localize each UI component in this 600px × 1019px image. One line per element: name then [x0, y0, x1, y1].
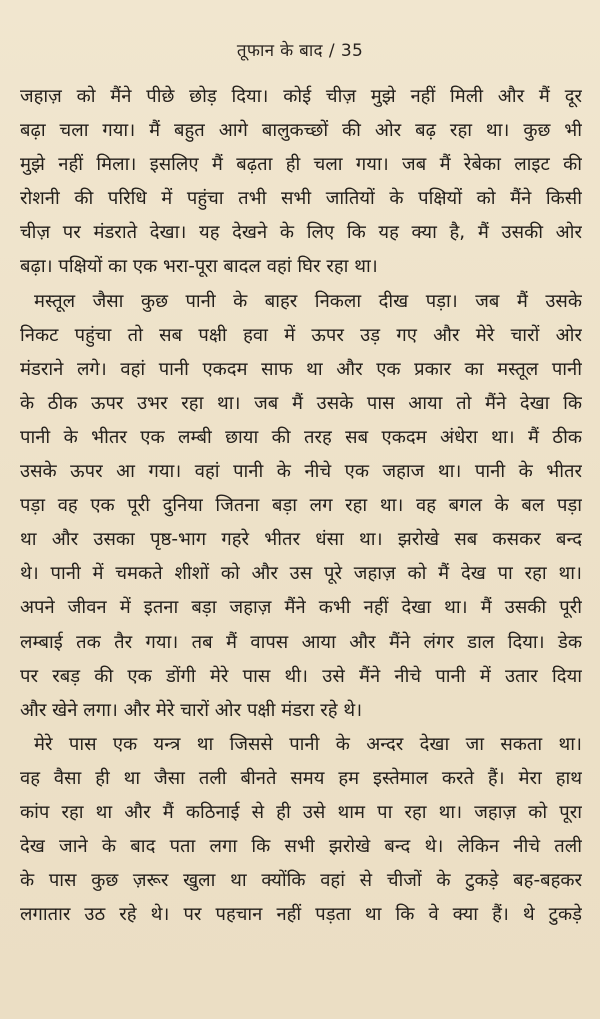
text-line: मंडराने लगे। वहां पानी एकदम साफ था और एक प्रकार का मस्तूल पानी: [20, 358, 582, 380]
text-line: कांप रहा था और मैं कठिनाई से ही उसे थाम पा रहा था। जहाज़ को पूरा: [20, 801, 582, 823]
text-line: था और उसका पृष्ठ-भाग गहरे भीतर धंसा था। झरोखे सब कसकर बन्द: [20, 529, 582, 551]
page-body: [20, 80, 582, 932]
text-line: निकट पहुंचा तो सब पक्षी हवा में ऊपर उड़ गए और मेरे चारों ओर: [20, 324, 582, 346]
text-line: लगातार उठ रहे थे। पर पहचान नहीं पड़ता था कि वे क्या हैं। थे टुकड़े: [20, 904, 582, 926]
text-line: वह वैसा ही था जैसा तली बीनते समय हम इस्तेमाल करते हैं। मेरा हाथ: [20, 767, 582, 789]
text-line: उसके ऊपर आ गया। वहां पानी के नीचे एक जहाज था। पानी के भीतर: [20, 461, 582, 483]
text-line: जहाज़ को मैंने पीछे छोड़ दिया। कोई चीज़ मुझे नहीं मिली और मैं दूर: [20, 86, 582, 107]
text-line: लम्बाई तक तैर गया। तब मैं वापस आया और मैंने लंगर डाल दिया। डेक: [20, 631, 582, 653]
running-header: [0, 38, 600, 61]
text-line: के पास कुछ ज़रूर खुला था क्योंकि वहां से चीजों के टुकड़े बह-बहकर: [20, 870, 582, 892]
text-line: के ठीक ऊपर उभर रहा था। जब मैं उसके पास आया तो मैंने देखा कि: [20, 392, 582, 414]
text-line: अपने जीवन में इतना बड़ा जहाज़ मैंने कभी नहीं देखा था। मैं उसकी पूरी: [20, 597, 582, 619]
text-line: मेरे पास एक यन्त्र था जिससे पानी के अन्दर देखा जा सकता था।: [34, 733, 582, 755]
text-line: बढ़ा। पक्षियों का एक भरा-पूरा बादल वहां घिर रहा था।: [20, 256, 378, 278]
text-line: देख जाने के बाद पता लगा कि सभी झरोखे बन्द थे। लेकिन नीचे तली: [20, 836, 582, 858]
header-separator: /: [328, 41, 335, 61]
text-line: मुझे नहीं मिला। इसलिए मैं बढ़ता ही चला गया। जब मैं रेबेका लाइट की: [20, 154, 582, 176]
text-line: रोशनी की परिधि में पहुंचा तभी सभी जातियों के पक्षियों को मैंने किसी: [20, 188, 582, 210]
text-line: चीज़ पर मंडराते देखा। यह देखने के लिए कि यह क्या है, मैं उसकी ओर: [20, 222, 582, 244]
text-line: और खेने लगा। और मेरे चारों ओर पक्षी मंडरा रहे थे।: [20, 699, 363, 721]
text-line: पर रबड़ की एक डोंगी मेरे पास थी। उसे मैंने नीचे पानी में उतार दिया: [20, 665, 582, 687]
text-line: बढ़ा चला गया। मैं बहुत आगे बालुकच्छों की ओर बढ़ रहा था। कुछ भी: [20, 120, 582, 142]
text-line: मस्तूल जैसा कुछ पानी के बाहर निकला दीख पड़ा। जब मैं उसके: [34, 290, 582, 312]
text-line: पानी के भीतर एक लम्बी छाया की तरह सब एकदम अंधेरा था। मैं ठीक: [20, 426, 582, 448]
text-line: थे। पानी में चमकते शीशों को और उस पूरे जहाज़ को मैं देख पा रहा था।: [20, 563, 582, 585]
page-number: 35: [340, 41, 364, 61]
chapter-title: तूफान के बाद: [236, 41, 323, 61]
text-line: पड़ा वह एक पूरी दुनिया जितना बड़ा लग रहा था। वह बगल के बल पड़ा: [20, 495, 582, 517]
